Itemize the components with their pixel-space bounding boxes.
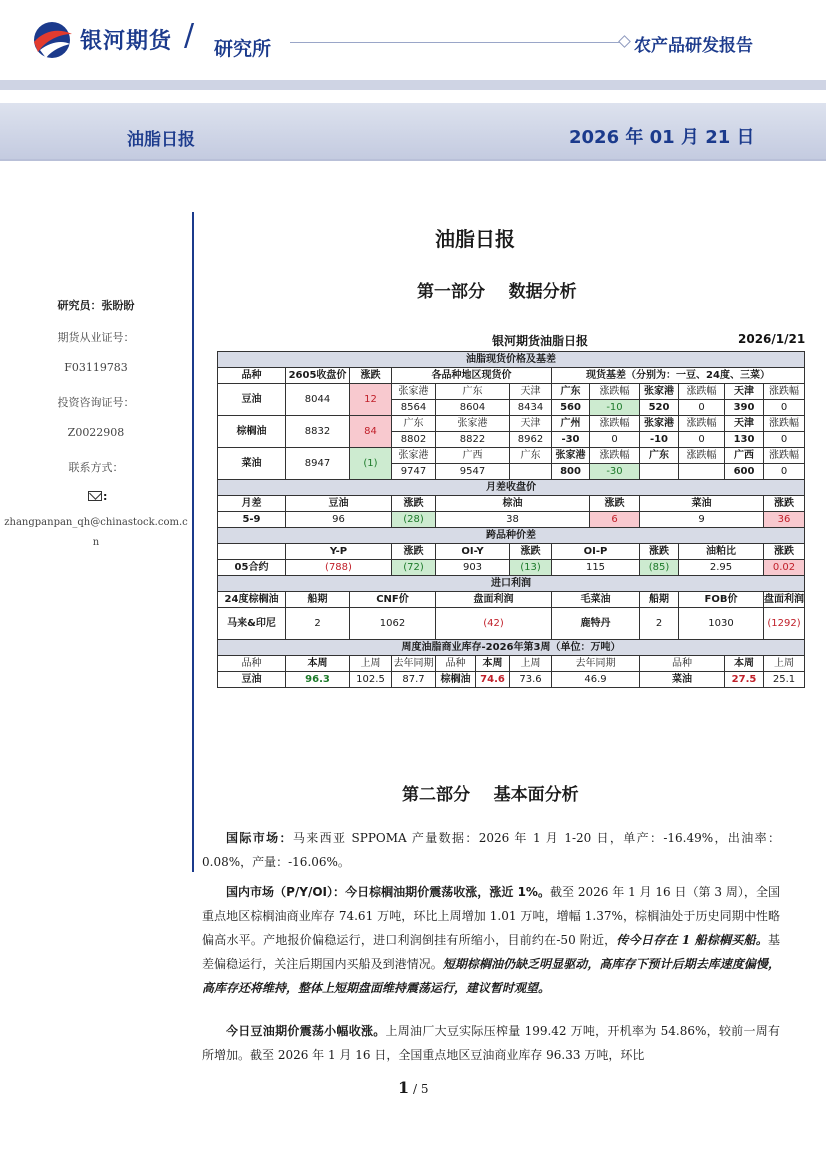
spot-price: 8802: [392, 432, 436, 448]
cross-change: (72): [392, 560, 436, 576]
page-number: [398, 1078, 428, 1097]
section-import: 进口利润: [218, 576, 805, 592]
spot-price: [510, 464, 552, 480]
cross-value: (788): [286, 560, 392, 576]
header-last-week: 上周: [764, 656, 805, 672]
close-change: (1): [350, 448, 392, 480]
basis-label: 涨跌幅: [679, 384, 725, 400]
cross-value: 115: [552, 560, 640, 576]
import-origin: 马来&印尼: [218, 608, 286, 640]
section-cross: 跨品种价差: [218, 528, 805, 544]
header-change: 涨跌: [764, 496, 805, 512]
basis-change: 0: [764, 432, 805, 448]
report-name: 油脂日报: [127, 130, 195, 150]
variety-name: 菜油: [218, 448, 286, 480]
stock-variety: 棕榈油: [436, 672, 476, 688]
cross-value: 903: [436, 560, 510, 576]
header-close: 2605收盘价: [286, 368, 350, 384]
variety-name: 豆油: [218, 384, 286, 416]
para-international-lead: 国际市场：: [226, 831, 293, 845]
basis-change: 0: [679, 432, 725, 448]
header-shipping: 船期: [640, 592, 679, 608]
import-profit: (1292): [764, 608, 805, 640]
report-header: [0, 0, 826, 78]
header-profit: 盘面利润: [436, 592, 552, 608]
import-origin: 鹿特丹: [552, 608, 640, 640]
table-row: [218, 560, 805, 576]
spot-price: 9747: [392, 464, 436, 480]
stock-last-week: 73.6: [510, 672, 552, 688]
para-domestic: [202, 880, 780, 1000]
mail-colon: :: [103, 490, 108, 503]
table-row: [218, 544, 805, 560]
region-name: 广东: [436, 384, 510, 400]
basis-value: 800: [552, 464, 590, 480]
table-row: [218, 512, 805, 528]
header-oi-p: OI-P: [552, 544, 640, 560]
basis-region: 天津: [725, 416, 764, 432]
basis-change: -10: [590, 400, 640, 416]
header-basis: 现货基差（分别为：一豆、24度、三菜）: [552, 368, 805, 384]
advisory-number: Z0022908: [67, 426, 125, 439]
basis-label: 涨跌幅: [590, 416, 640, 432]
region-name: 张家港: [392, 384, 436, 400]
header-variety: 品种: [218, 656, 286, 672]
para-domestic-text: 截至 2026 年 1 月 16 日（第 3 周），全国重点地区棕榈油商业库存 74.61 万吨，环比上周增加 1.01 万吨，增幅 1.37%，棕榈油处于历史同期中性略偏高水平。产地报价偏稳运行，进口利润倒挂有所缩小，目前约在-50 附近，: [202, 885, 780, 947]
basis-change: -30: [590, 464, 640, 480]
researcher-name: 研究员：张盼盼: [57, 299, 135, 312]
para-international-text: 马来西亚 SPPOMA 产量数据：2026 年 1 月 1-20 日，单产：-16.49%，出油率：0.08%，产量：-16.06%。: [202, 831, 780, 869]
header-fob: FOB价: [679, 592, 764, 608]
header-soyoil: 豆油: [286, 496, 392, 512]
close-price: 8044: [286, 384, 350, 416]
header-profit: 盘面利润: [764, 592, 805, 608]
basis-change: 0: [764, 400, 805, 416]
header-palm: 棕油: [436, 496, 590, 512]
basis-region: 广州: [552, 416, 590, 432]
table-row: [218, 576, 805, 592]
section-spread: 月差收盘价: [218, 480, 805, 496]
page-title: 油脂日报: [435, 227, 515, 251]
header-this-week: 本周: [476, 656, 510, 672]
region-name: 广西: [436, 448, 510, 464]
basis-value: 130: [725, 432, 764, 448]
stock-last-week: 102.5: [350, 672, 392, 688]
close-change: 12: [350, 384, 392, 416]
para-domestic-outlook: 短期棕榈油仍缺乏明显驱动，高库存下预计后期去库速度偏慢，高库存还将维持，整体上短期盘面维持震荡运行，建议暂时观望。: [202, 957, 780, 995]
import-profit: (42): [436, 608, 552, 640]
basis-change: [679, 464, 725, 480]
spread-contract: 5-9: [218, 512, 286, 528]
region-name: 广东: [510, 448, 552, 464]
spread-value: 9: [640, 512, 764, 528]
galaxy-logo-icon: [30, 20, 74, 60]
header-oi-y: OI-Y: [436, 544, 510, 560]
header-last-week: 上周: [510, 656, 552, 672]
basis-value: [640, 464, 679, 480]
basis-region: 张家港: [640, 416, 679, 432]
cross-change: (13): [510, 560, 552, 576]
spread-value: 38: [436, 512, 590, 528]
sidebar-divider: [192, 212, 194, 872]
diamond-icon: [618, 35, 631, 48]
header-change: 涨跌: [590, 496, 640, 512]
region-name: 广东: [392, 416, 436, 432]
cross-change: (85): [640, 560, 679, 576]
table-row: [218, 448, 805, 464]
page-total: 5: [420, 1082, 429, 1096]
license-number: F03119783: [64, 361, 128, 374]
license-label: 期货从业证号：: [57, 331, 135, 344]
part-one-title: 第一部分 数据分析: [417, 282, 577, 302]
spot-price: 8434: [510, 400, 552, 416]
header-oil-meal: 油粕比: [679, 544, 764, 560]
header-change: 涨跌: [640, 544, 679, 560]
header-regions: 各品种地区现货价: [392, 368, 552, 384]
header-cnf: CNF价: [350, 592, 436, 608]
spread-change: 6: [590, 512, 640, 528]
header-blank: [218, 544, 286, 560]
page-current: 1: [398, 1078, 410, 1097]
region-name: 张家港: [436, 416, 510, 432]
para-soyoil-lead: 今日豆油期价震荡小幅收涨。: [226, 1024, 386, 1038]
header-variety: 品种: [640, 656, 725, 672]
basis-region: 广东: [552, 384, 590, 400]
header-change: 涨跌: [392, 544, 436, 560]
import-shipping: 2: [286, 608, 350, 640]
section-spot: 油脂现货价格及基差: [218, 352, 805, 368]
table-row: [218, 352, 805, 368]
header-band: [0, 80, 826, 90]
header-change: 涨跌: [764, 544, 805, 560]
cross-contract: 05合约: [218, 560, 286, 576]
header-last-week: 上周: [350, 656, 392, 672]
table-row: [218, 528, 805, 544]
basis-label: 涨跌幅: [590, 384, 640, 400]
basis-label: 涨跌幅: [764, 384, 805, 400]
close-change: 84: [350, 416, 392, 448]
basis-region: 天津: [725, 384, 764, 400]
basis-value: 520: [640, 400, 679, 416]
table-row: [218, 496, 805, 512]
header-last-year: 去年同期: [392, 656, 436, 672]
basis-label: 涨跌幅: [764, 448, 805, 464]
spot-price: 8564: [392, 400, 436, 416]
basis-region: 广东: [640, 448, 679, 464]
variety-name: 棕榈油: [218, 416, 286, 448]
basis-label: 涨跌幅: [764, 416, 805, 432]
basis-change: 0: [679, 400, 725, 416]
spot-price: 8822: [436, 432, 510, 448]
basis-region: 张家港: [552, 448, 590, 464]
header-y-p: Y-P: [286, 544, 392, 560]
stock-last-year: 46.9: [552, 672, 640, 688]
table-row: [218, 384, 805, 400]
para-domestic-bold: 传今日存在 1 船棕榈买船。: [616, 933, 768, 947]
mail-icon: [88, 491, 102, 501]
spread-change: (28): [392, 512, 436, 528]
spot-price: 8962: [510, 432, 552, 448]
table-row: [218, 656, 805, 672]
import-price: 1062: [350, 608, 436, 640]
basis-change: 0: [590, 432, 640, 448]
para-soyoil-text: 上周油厂大豆实际压榨量 199.42 万吨，开机率为 54.86%，较前一周有所增加。截至 2026 年 1 月 16 日，全国重点地区豆油商业库存 96.33 万吨，环比: [202, 1024, 780, 1062]
basis-value: 600: [725, 464, 764, 480]
import-price: 1030: [679, 608, 764, 640]
header-palm-24: 24度棕榈油: [218, 592, 286, 608]
header-spread: 月差: [218, 496, 286, 512]
section-stock: 周度油脂商业库存-2026年第3周（单位：万吨）: [218, 640, 805, 656]
table-row: [218, 672, 805, 688]
table-row: [218, 368, 805, 384]
stock-variety: 豆油: [218, 672, 286, 688]
para-soyoil: [202, 1019, 780, 1067]
part-two-title: 第二部分 基本面分析: [402, 785, 579, 805]
close-price: 8947: [286, 448, 350, 480]
header-rapeseed: 菜油: [640, 496, 764, 512]
table-caption: 银河期货油脂日报: [492, 334, 589, 348]
table-row: [218, 416, 805, 432]
contact-label: 联系方式：: [68, 461, 124, 474]
basis-value: 560: [552, 400, 590, 416]
brand-name: 银河期货: [80, 29, 173, 54]
header-this-week: 本周: [286, 656, 350, 672]
basis-region: 广西: [725, 448, 764, 464]
header-shipping: 船期: [286, 592, 350, 608]
basis-label: 涨跌幅: [590, 448, 640, 464]
table-date: 2026/1/21: [738, 332, 806, 346]
basis-value: -10: [640, 432, 679, 448]
region-name: 天津: [510, 416, 552, 432]
report-date: 2026 年 01 月 21 日: [569, 127, 755, 148]
cross-change: 0.02: [764, 560, 805, 576]
header-change: 涨跌: [350, 368, 392, 384]
spread-change: 36: [764, 512, 805, 528]
import-shipping: 2: [640, 608, 679, 640]
close-price: 8832: [286, 416, 350, 448]
stock-variety: 菜油: [640, 672, 725, 688]
header-change: 涨跌: [392, 496, 436, 512]
oil-daily-table: [217, 351, 805, 688]
cross-value: 2.95: [679, 560, 764, 576]
header-last-year: 去年同期: [552, 656, 640, 672]
table-row: [218, 592, 805, 608]
contact-email[interactable]: zhangpanpan_qh@chinastock.com.cn: [4, 517, 188, 548]
table-row: [218, 640, 805, 656]
basis-change: 0: [764, 464, 805, 480]
header-rapeseed-raw: 毛菜油: [552, 592, 640, 608]
header-this-week: 本周: [725, 656, 764, 672]
region-name: 张家港: [392, 448, 436, 464]
basis-value: -30: [552, 432, 590, 448]
stock-this-week: 27.5: [725, 672, 764, 688]
region-name: 天津: [510, 384, 552, 400]
stock-this-week: 96.3: [286, 672, 350, 688]
para-international: [202, 826, 780, 874]
table-row: [218, 480, 805, 496]
spot-price: 8604: [436, 400, 510, 416]
basis-label: 涨跌幅: [679, 448, 725, 464]
brand-divider: /: [184, 18, 195, 53]
para-domestic-text2: 基差偏稳运行，关注后期国内买船及到港情况。: [202, 933, 780, 971]
basis-region: 张家港: [640, 384, 679, 400]
table-row: [218, 608, 805, 640]
spot-price: 9547: [436, 464, 510, 480]
spread-value: 96: [286, 512, 392, 528]
institute-name: 研究所: [214, 38, 272, 60]
stock-this-week: 74.6: [476, 672, 510, 688]
stock-last-week: 25.1: [764, 672, 805, 688]
basis-value: 390: [725, 400, 764, 416]
stock-last-year: 87.7: [392, 672, 436, 688]
header-variety: 品种: [218, 368, 286, 384]
basis-label: 涨跌幅: [679, 416, 725, 432]
header-variety: 品种: [436, 656, 476, 672]
page-sep: /: [409, 1082, 421, 1096]
header-rule: [290, 42, 620, 43]
advisory-label: 投资咨询证号：: [57, 396, 135, 409]
para-domestic-lead: 国内市场（P/Y/OI）：今日棕榈油期价震荡收涨，涨近 1%。: [226, 885, 550, 899]
header-change: 涨跌: [510, 544, 552, 560]
report-type: 农产品研发报告: [634, 36, 753, 56]
